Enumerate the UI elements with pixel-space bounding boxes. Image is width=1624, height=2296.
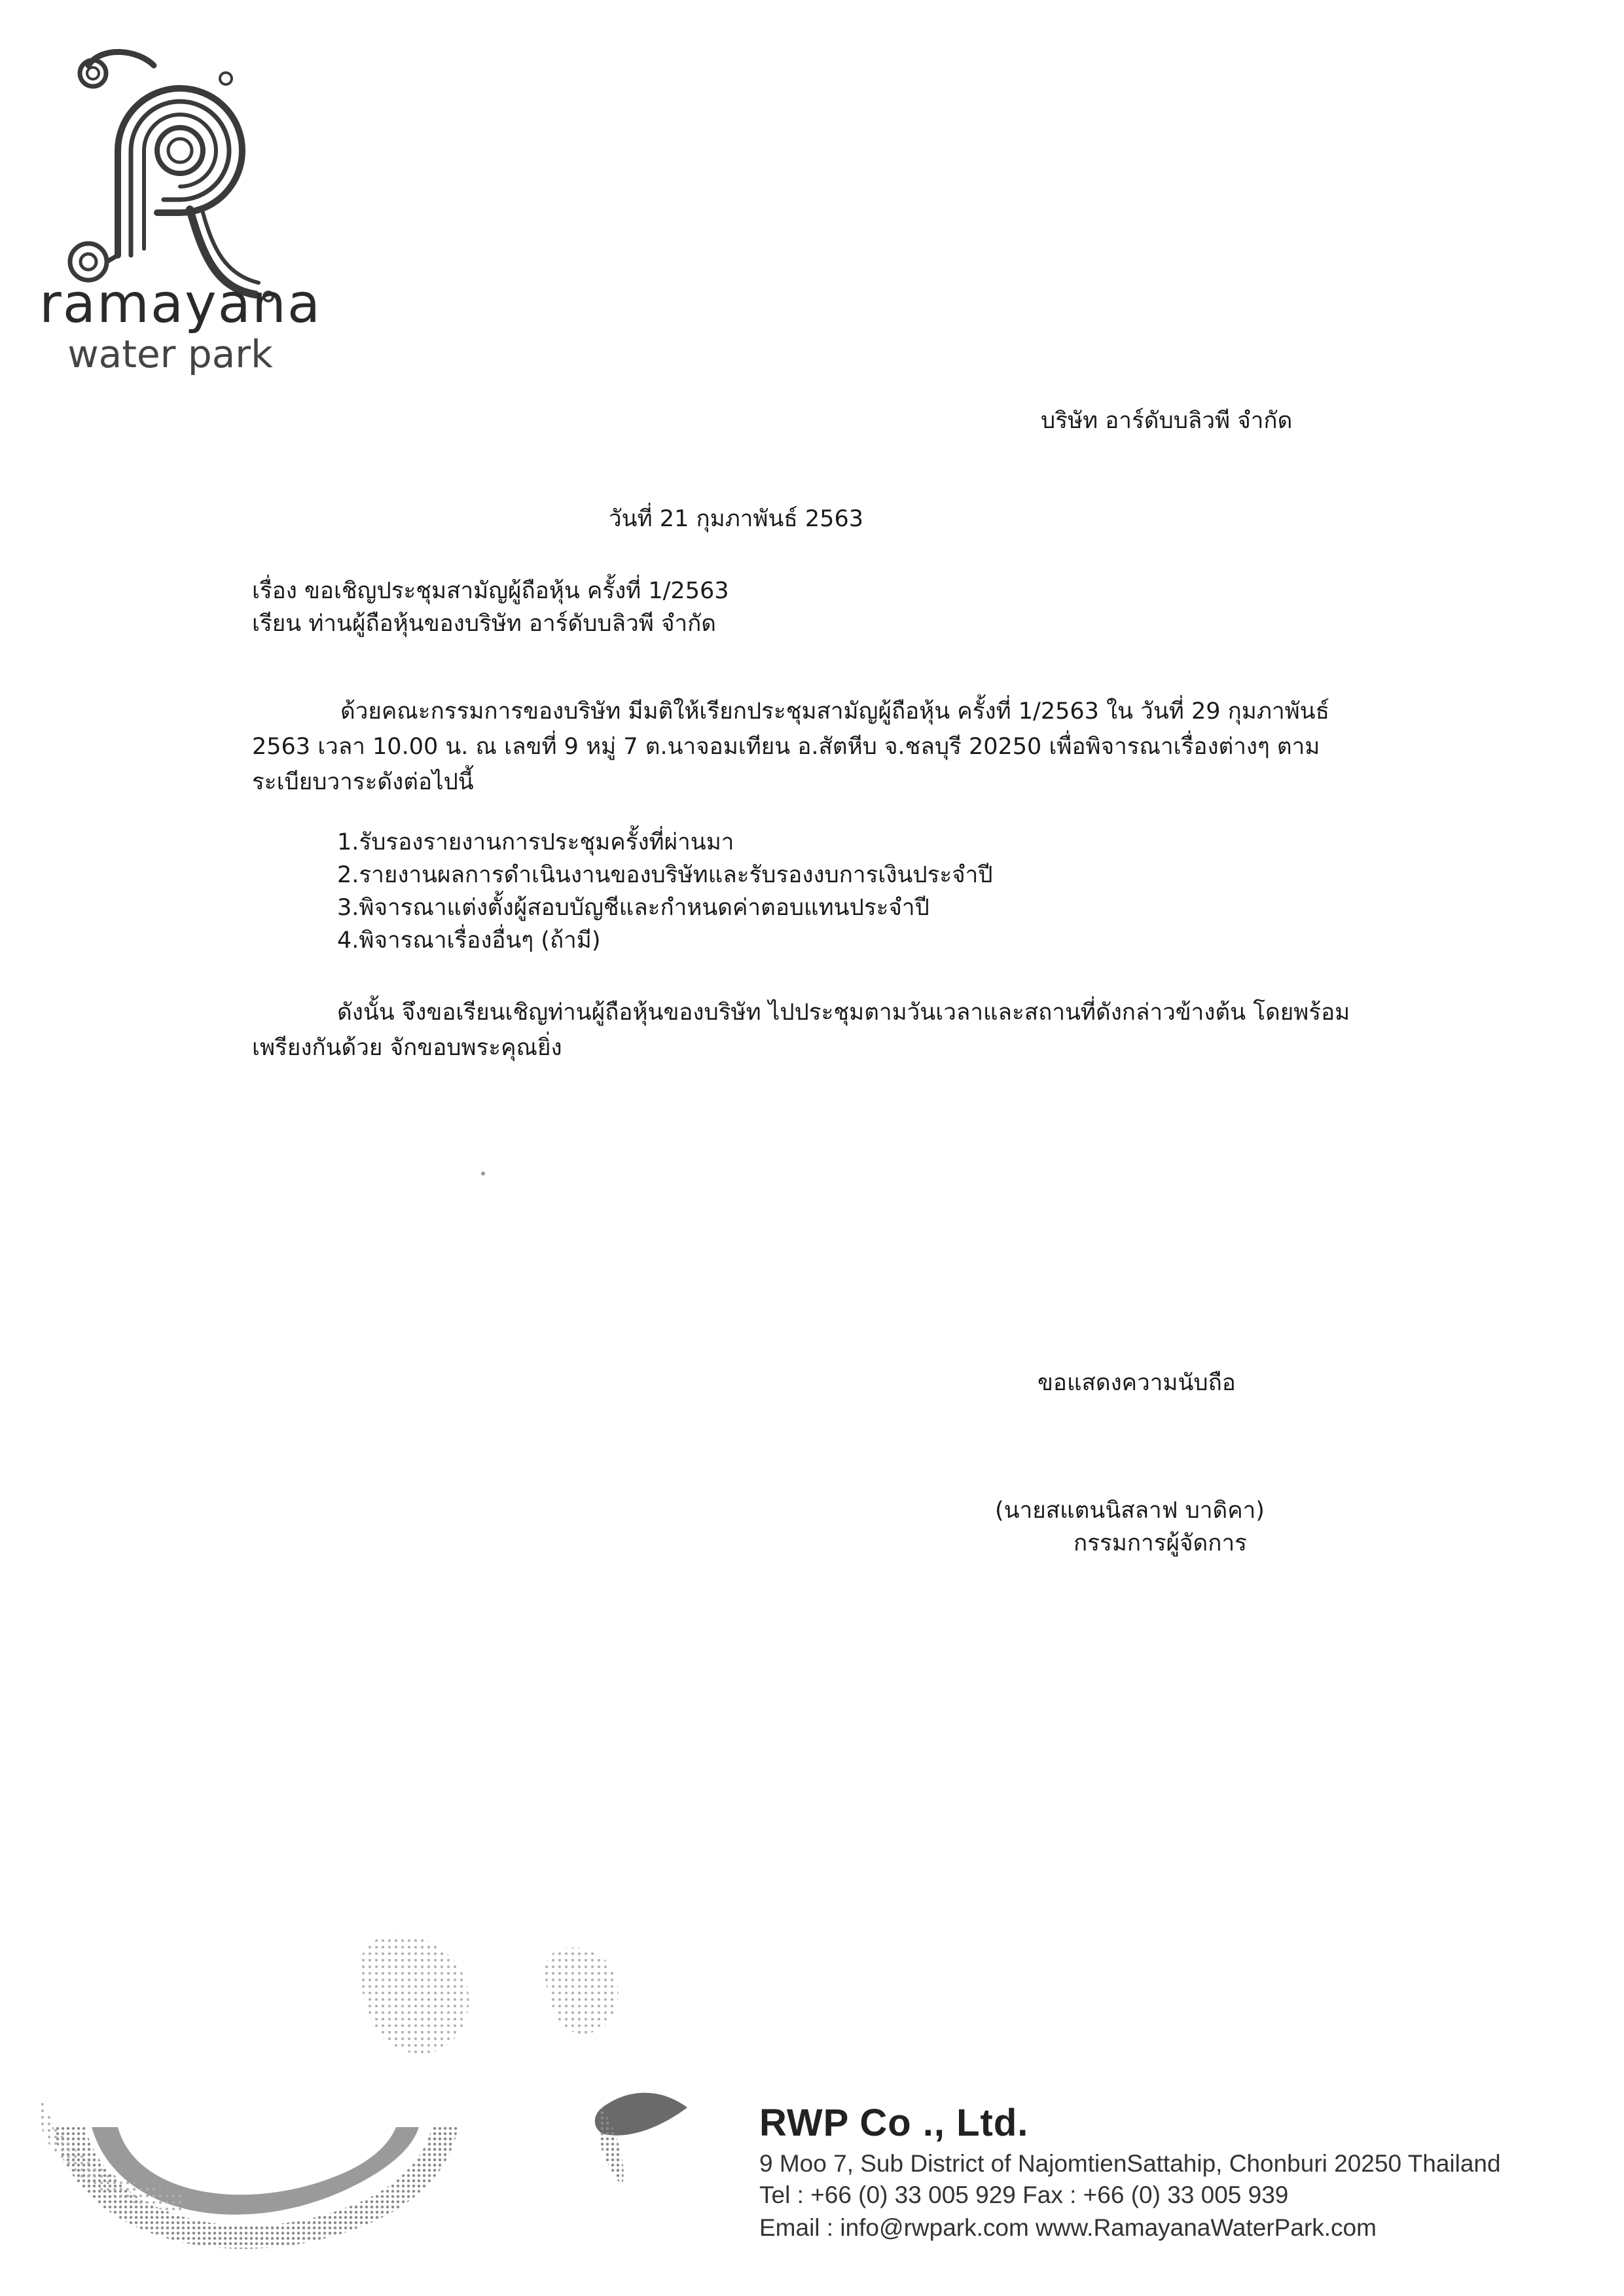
- letter-date: วันที่ 21 กุมภาพันธ์ 2563: [609, 506, 863, 532]
- letter-regards: ขอแสดงความนับถือ: [1038, 1370, 1236, 1396]
- footer-phone: Tel : +66 (0) 33 005 929 Fax : +66 (0) 33 005 939: [759, 2181, 1289, 2208]
- signatory-name: (นายสแตนนิสลาฟ บาดิคา): [995, 1498, 1265, 1524]
- footer-company-name: RWP Co ., Ltd.: [759, 2102, 1029, 2144]
- agenda-item: 3.พิจารณาแต่งตั้งผู้สอบบัญชีและกำหนดค่าตอบแทนประจำปี: [337, 895, 929, 921]
- agenda-item: 2.รายงานผลการดำเนินงานของบริษัทและรับรองงบการเงินประจำปี: [337, 862, 993, 888]
- letter-closing-text: ดังนั้น จึงขอเรียนเชิญท่านผู้ถือหุ้นของบริษัท ไปประชุมตามวันเวลาและสถานที่ดังกล่าวข้างต้น โดยพร้อมเพรียงกันด้วย จักขอบพระคุณยิ่ง: [252, 999, 1350, 1061]
- agenda-item: 1.รับรองรายงานการประชุมครั้งที่ผ่านมา: [337, 829, 734, 855]
- letter-closing: [252, 995, 1404, 1066]
- footer-address: 9 Moo 7, Sub District of NajomtienSattahip, Chonburi 20250 Thailand: [759, 2150, 1501, 2177]
- logo-wordmark: [39, 273, 322, 376]
- footer-wave-art-icon: [39, 1911, 720, 2278]
- agenda-list: [337, 826, 993, 957]
- scan-speck: [481, 1172, 485, 1175]
- letter-body: [252, 694, 1378, 800]
- letter-subject: เรื่อง ขอเชิญประชุมสามัญผู้ถือหุ้น ครั้งที่ 1/2563: [252, 578, 729, 604]
- letter-recipient: เรียน ท่านผู้ถือหุ้นของบริษัท อาร์ดับบลิวพี จำกัด: [252, 611, 717, 637]
- logo-tagline: water park: [67, 332, 273, 376]
- letter-body-text: ด้วยคณะกรรมการของบริษัท มีมติให้เรียกประชุมสามัญผู้ถือหุ้น ครั้งที่ 1/2563 ใน วันที่ 29 กุมภาพันธ์ 2563 เวลา 10.00 น. ณ เลขที่ 9 หมู่ 7 ต.นาจอมเทียน อ.สัตหีบ จ.ชลบุรี 20250 เพื่อพิจารณาเรื่องต่างๆ ตามระเบียบวาระดังต่อไปนี้: [252, 698, 1329, 795]
- company-name: บริษัท อาร์ดับบลิวพี จำกัด: [1041, 408, 1293, 434]
- signatory-title: กรรมการผู้จัดการ: [1074, 1530, 1247, 1556]
- logo-name: ramayana: [39, 273, 322, 335]
- footer-contact: Email : info@rwpark.com www.RamayanaWaterPark.com: [759, 2214, 1377, 2241]
- agenda-item: 4.พิจารณาเรื่องอื่นๆ (ถ้ามี): [337, 927, 601, 954]
